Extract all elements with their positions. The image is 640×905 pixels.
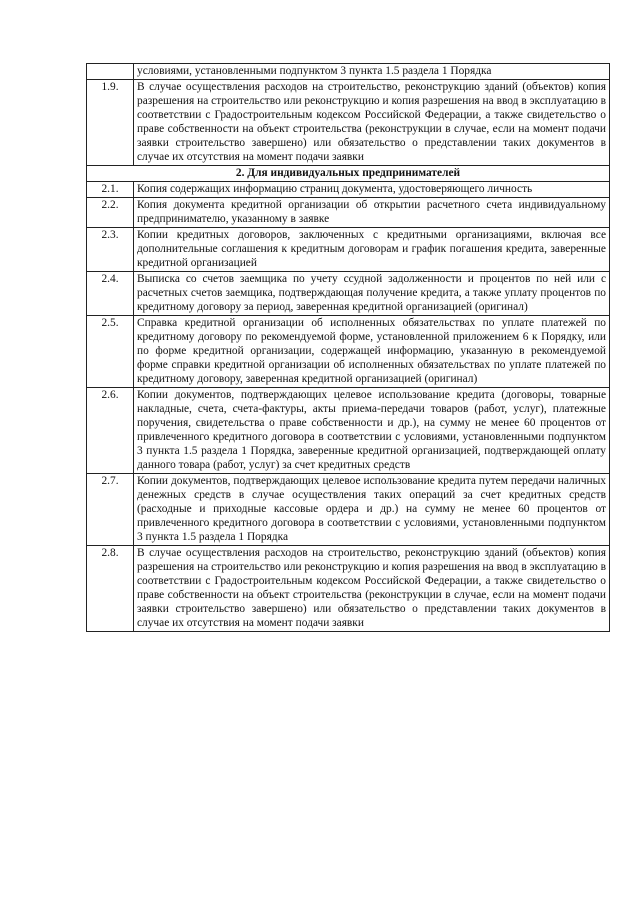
- row-text: Копия документа кредитной организации об открытии расчетного счета индивидуальному предпринимателю, указанному в заявке: [134, 198, 610, 228]
- row-text: В случае осуществления расходов на строительство, реконструкцию зданий (объектов) копия разрешения на строительство или реконструкцию и копия разрешения на ввод в эксплуатацию в соответствии с Градостроительным кодексом Российской Федерации, а также свидетельство о праве собственности на объект строительства (реконструкции в случае, если на момент подачи заявки строительство завершено) или обязательство о представлении таких документов в случае их отсутствия на момент подачи заявки: [134, 546, 610, 632]
- table-row: [87, 474, 610, 546]
- section-heading: 2. Для индивидуальных предпринимателей: [87, 166, 610, 182]
- row-text: Копии документов, подтверждающих целевое использование кредита (договоры, товарные накладные, счета, счета-фактуры, акты приема-передачи товаров (работ, услуг), платежные поручения, свидетельства о праве собственности и др.), на сумму не менее 60 процентов от привлеченного кредитного договора в соответствии с условиями, установленными подпунктом 3 пункта 1.5 раздела 1 Порядка, заверенные кредитной организацией, подтверждающей оплату данного товара (работ, услуг) за счет кредитных средств: [134, 388, 610, 474]
- row-text: Выписка со счетов заемщика по учету ссудной задолженности и процентов по ней или с расчетных счетов заемщика, подтверждающая получение кредита, а также уплату процентов по кредитному договору за период, заверенная кредитной организацией (оригинал): [134, 272, 610, 316]
- row-text: В случае осуществления расходов на строительство, реконструкцию зданий (объектов) копия разрешения на строительство или реконструкцию и копия разрешения на ввод в эксплуатацию в соответствии с Градостроительным кодексом Российской Федерации, а также свидетельство о праве собственности на объект строительства (реконструкции в случае, если на момент подачи заявки строительство завершено) или обязательство о представлении таких документов в случае их отсутствия на момент подачи заявки: [134, 80, 610, 166]
- row-number: 2.7.: [87, 474, 134, 546]
- table-row: [87, 198, 610, 228]
- row-number: 2.1.: [87, 182, 134, 198]
- table-row: [87, 64, 610, 80]
- row-text: Справка кредитной организации об исполненных обязательствах по уплате платежей по кредитному договору по рекомендуемой форме, установленной приложением 6 к Порядку, или по форме кредитной организации, содержащей информацию, указанную в рекомендуемой форме справки кредитной организации об исполненных обязательствах по уплате платежей по кредитному договору, заверенная кредитной организацией (оригинал): [134, 316, 610, 388]
- documents-table: [86, 63, 610, 632]
- table-row: [87, 182, 610, 198]
- table-row: [87, 272, 610, 316]
- row-number: 2.6.: [87, 388, 134, 474]
- row-text: Копии кредитных договоров, заключенных с кредитными организациями, включая все дополнительные соглашения к кредитным договорам и график погашения кредита, заверенные кредитной организацией: [134, 228, 610, 272]
- row-number: 2.8.: [87, 546, 134, 632]
- table-row: [87, 546, 610, 632]
- table-row: [87, 228, 610, 272]
- table-row: [87, 388, 610, 474]
- row-number: 2.5.: [87, 316, 134, 388]
- section-heading-row: [87, 166, 610, 182]
- row-number: 1.9.: [87, 80, 134, 166]
- row-text: условиями, установленными подпунктом 3 пункта 1.5 раздела 1 Порядка: [134, 64, 610, 80]
- row-number: [87, 64, 134, 80]
- row-number: 2.4.: [87, 272, 134, 316]
- table-row: [87, 80, 610, 166]
- row-number: 2.3.: [87, 228, 134, 272]
- row-number: 2.2.: [87, 198, 134, 228]
- row-text: Копия содержащих информацию страниц документа, удостоверяющего личность: [134, 182, 610, 198]
- row-text: Копии документов, подтверждающих целевое использование кредита путем передачи наличных денежных средств в случае осуществления таких операций за счет кредитных средств (расходные и приходные кассовые ордера и др.) на сумму не менее 60 процентов от привлеченного кредитного договора в соответствии с условиями, установленными подпунктом 3 пункта 1.5 раздела 1 Порядка: [134, 474, 610, 546]
- table-row: [87, 316, 610, 388]
